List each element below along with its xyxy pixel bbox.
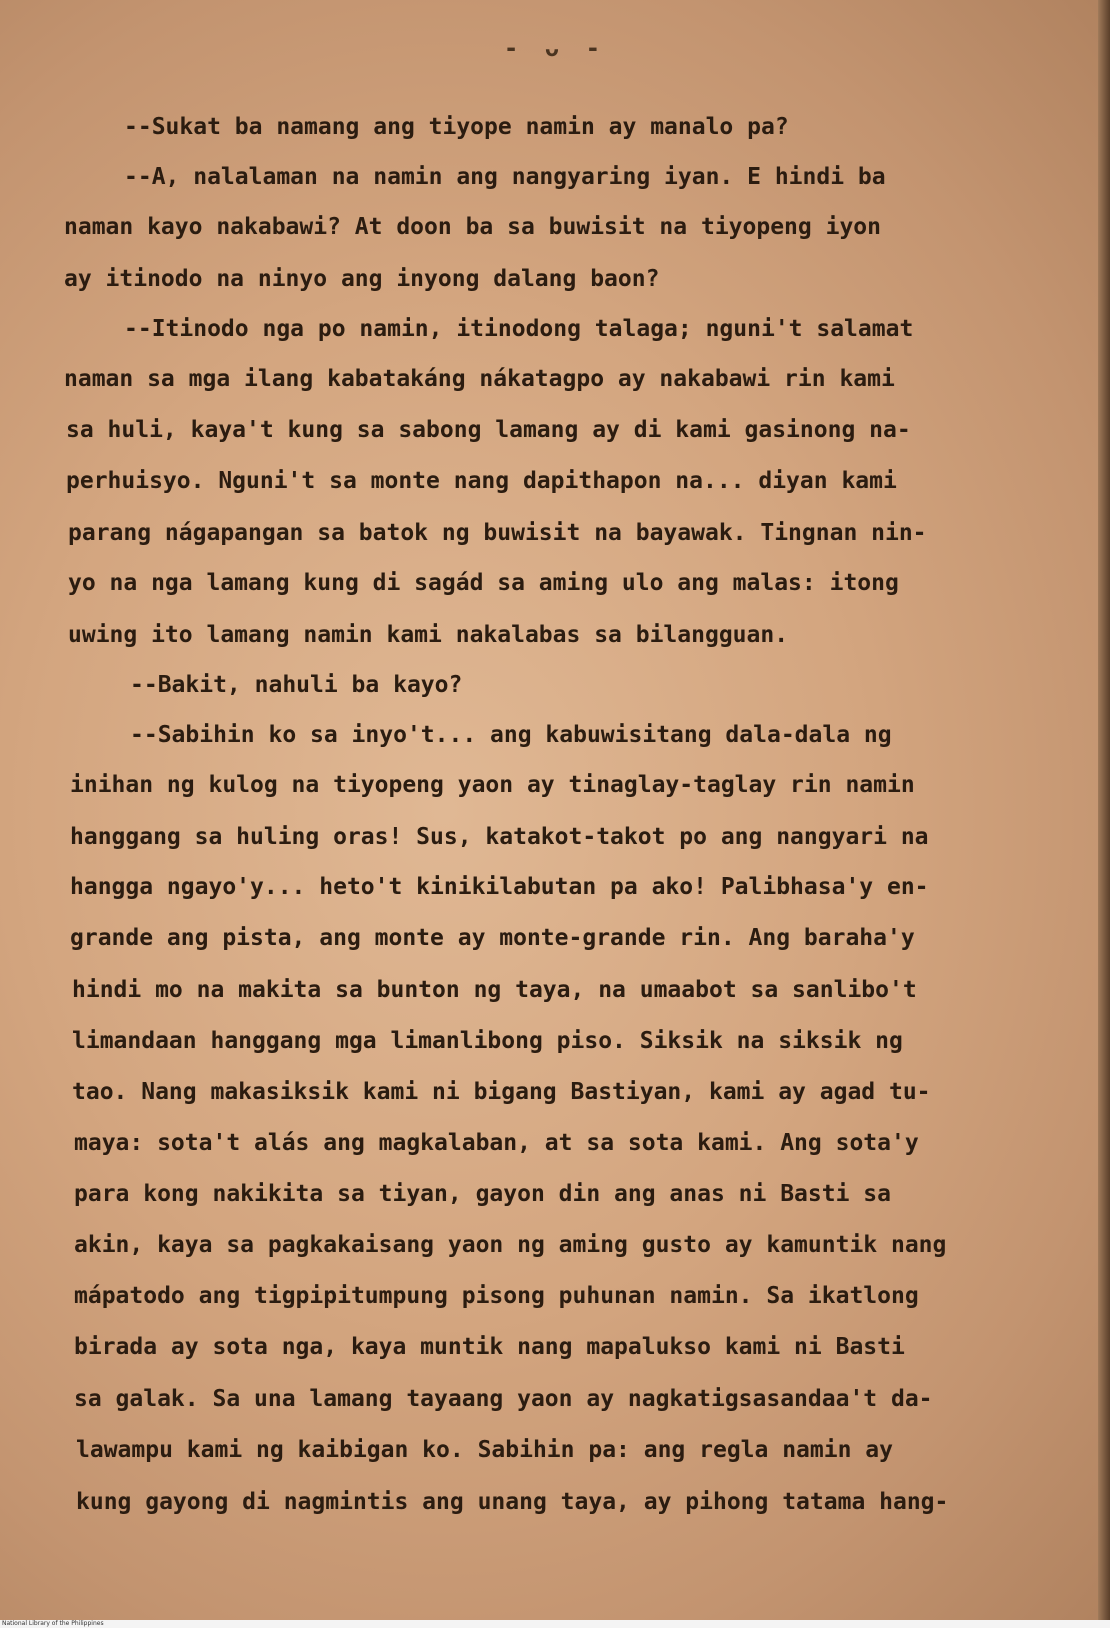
text-line: uwing ito lamang namin kami nakalabas sa bilangguan. xyxy=(68,622,789,648)
text-line: --Bakit, nahuli ba kayo? xyxy=(130,672,463,698)
text-line: hindi mo na makita sa bunton ng taya, na umaabot sa sanlibo't xyxy=(72,977,917,1003)
text-line: mápatodo ang tigpipitumpung pisong puhunan namin. Sa ikatlong xyxy=(74,1283,919,1309)
text-line: kung gayong di nagmintis ang unang taya, ay pihong tatama hang- xyxy=(76,1489,949,1515)
text-line: hanggang sa huling oras! Sus, katakot-takot po ang nangyari na xyxy=(70,824,929,850)
text-line: --Itinodo nga po namin, itinodong talaga; nguni't salamat xyxy=(124,316,914,342)
text-line: ay itinodo na ninyo ang inyong dalang baon? xyxy=(64,266,660,292)
text-line: --Sukat ba namang ang tiyope namin ay manalo pa? xyxy=(124,114,789,140)
text-line: akin, kaya sa pagkakaisang yaon ng aming gusto ay kamuntik nang xyxy=(74,1232,947,1258)
text-line: inihan ng kulog na tiyopeng yaon ay tinaglay-taglay rin namin xyxy=(70,772,915,798)
text-line: naman sa mga ilang kabatakáng nákatagpo ay nakabawi rin kami xyxy=(64,366,895,392)
footer-bar xyxy=(0,1620,1110,1628)
text-line: sa huli, kaya't kung sa sabong lamang ay di kami gasinong na- xyxy=(66,417,911,443)
text-line: perhuisyo. Nguni't sa monte nang dapithapon na... diyan kami xyxy=(66,468,897,494)
text-line: --A, nalalaman na namin ang nangyaring iyan. E hindi ba xyxy=(124,164,886,190)
text-line: sa galak. Sa una lamang tayaang yaon ay nagkatigsasandaa't da- xyxy=(74,1386,933,1412)
text-line: --Sabihin ko sa inyo't... ang kabuwisitang dala-dala ng xyxy=(130,722,892,748)
text-line: naman kayo nakabawi? At doon ba sa buwisit na tiyopeng iyon xyxy=(64,214,881,240)
footer-credit: National Library of the Philippines xyxy=(2,1620,104,1627)
page-number: - ᴗ - xyxy=(503,34,607,62)
text-line: limandaan hanggang mga limanlibong piso. Siksik na siksik ng xyxy=(72,1028,903,1054)
text-line: tao. Nang makasiksik kami ni bigang Bastiyan, kami ay agad tu- xyxy=(72,1079,931,1105)
text-line: parang nágapangan sa batok ng buwisit na bayawak. Tingnan nin- xyxy=(68,520,927,546)
text-line: grande ang pista, ang monte ay monte-grande rin. Ang baraha'y xyxy=(70,925,915,951)
text-line: maya: sota't alás ang magkalaban, at sa sota kami. Ang sota'y xyxy=(74,1130,919,1156)
text-line: lawampu kami ng kaibigan ko. Sabihin pa: ang regla namin ay xyxy=(76,1437,893,1463)
text-line: para kong nakikita sa tiyan, gayon din ang anas ni Basti sa xyxy=(74,1181,891,1207)
text-line: yo na nga lamang kung di sagád sa aming ulo ang malas: itong xyxy=(68,570,899,596)
text-line: birada ay sota nga, kaya muntik nang mapalukso kami ni Basti xyxy=(74,1334,905,1360)
text-line: hangga ngayo'y... heto't kinikilabutan pa ako! Palibhasa'y en- xyxy=(70,874,929,900)
